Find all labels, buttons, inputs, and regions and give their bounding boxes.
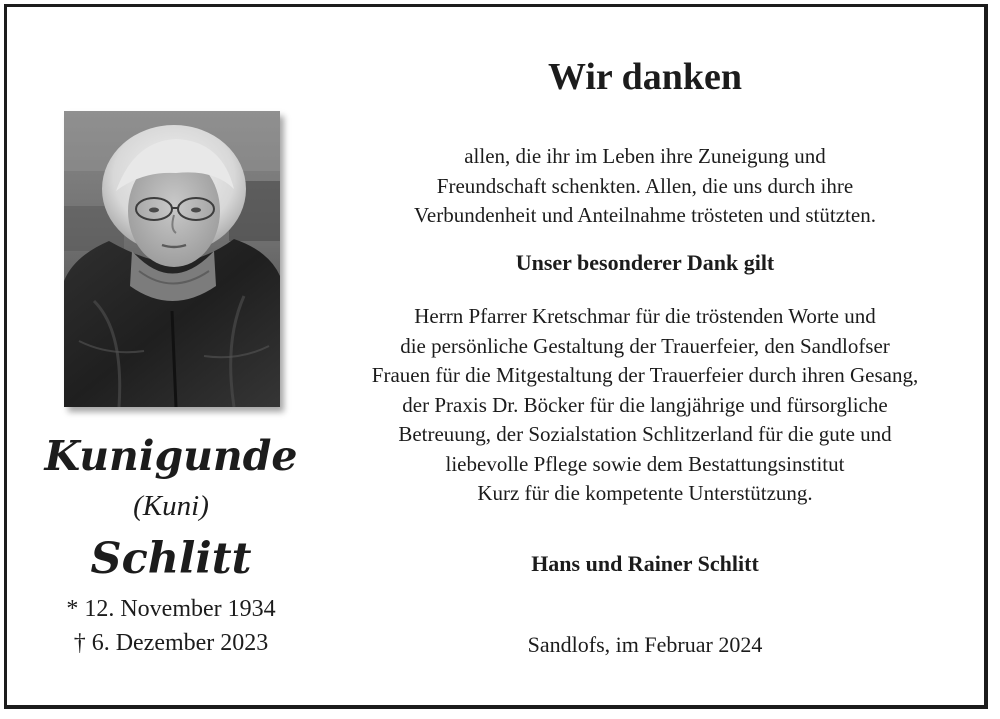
thanks-line: Herrn Pfarrer Kretschmar für die tröstenden Worte und — [414, 304, 876, 328]
deceased-last-name: Schlitt — [90, 534, 252, 584]
notice-title: Wir danken — [548, 56, 742, 98]
thanks-line: Kurz für die kompetente Unterstützung. — [477, 481, 813, 505]
thanks-paragraph — [300, 302, 990, 509]
intro-line: Freundschaft schenkten. Allen, die uns durch ihre — [436, 173, 854, 198]
thanks-line: liebevolle Pflege sowie dem Bestattungsinstitut — [445, 451, 845, 476]
portrait-photo — [64, 111, 280, 407]
thanks-line: der Praxis Dr. Böcker für die langjährige und fürsorgliche — [402, 392, 888, 417]
birth-date: * 12. November 1934 — [66, 596, 276, 622]
death-date: † 6. Dezember 2023 — [73, 630, 269, 656]
thanks-line: Frauen für die Mitgestaltung der Trauerfeier durch ihren Gesang, — [371, 363, 919, 387]
intro-paragraph — [300, 142, 990, 231]
intro-line: allen, die ihr im Leben ihre Zuneigung und — [464, 144, 826, 168]
thanks-line: Betreuung, der Sozialstation Schlitzerland für die gute und — [398, 422, 892, 446]
thanks-line: die persönliche Gestaltung der Trauerfeier, den Sandlofser — [400, 333, 890, 358]
thanks-heading: Unser besonderer Dank gilt — [515, 250, 775, 275]
place-date: Sandlofs, im Februar 2024 — [527, 632, 763, 657]
deceased-nickname: (Kuni) — [133, 490, 209, 522]
deceased-first-name: Kunigunde — [44, 432, 298, 480]
intro-line: Verbundenheit und Anteilnahme trösteten und stützten. — [414, 203, 876, 227]
signers: Hans und Rainer Schlitt — [531, 551, 759, 576]
